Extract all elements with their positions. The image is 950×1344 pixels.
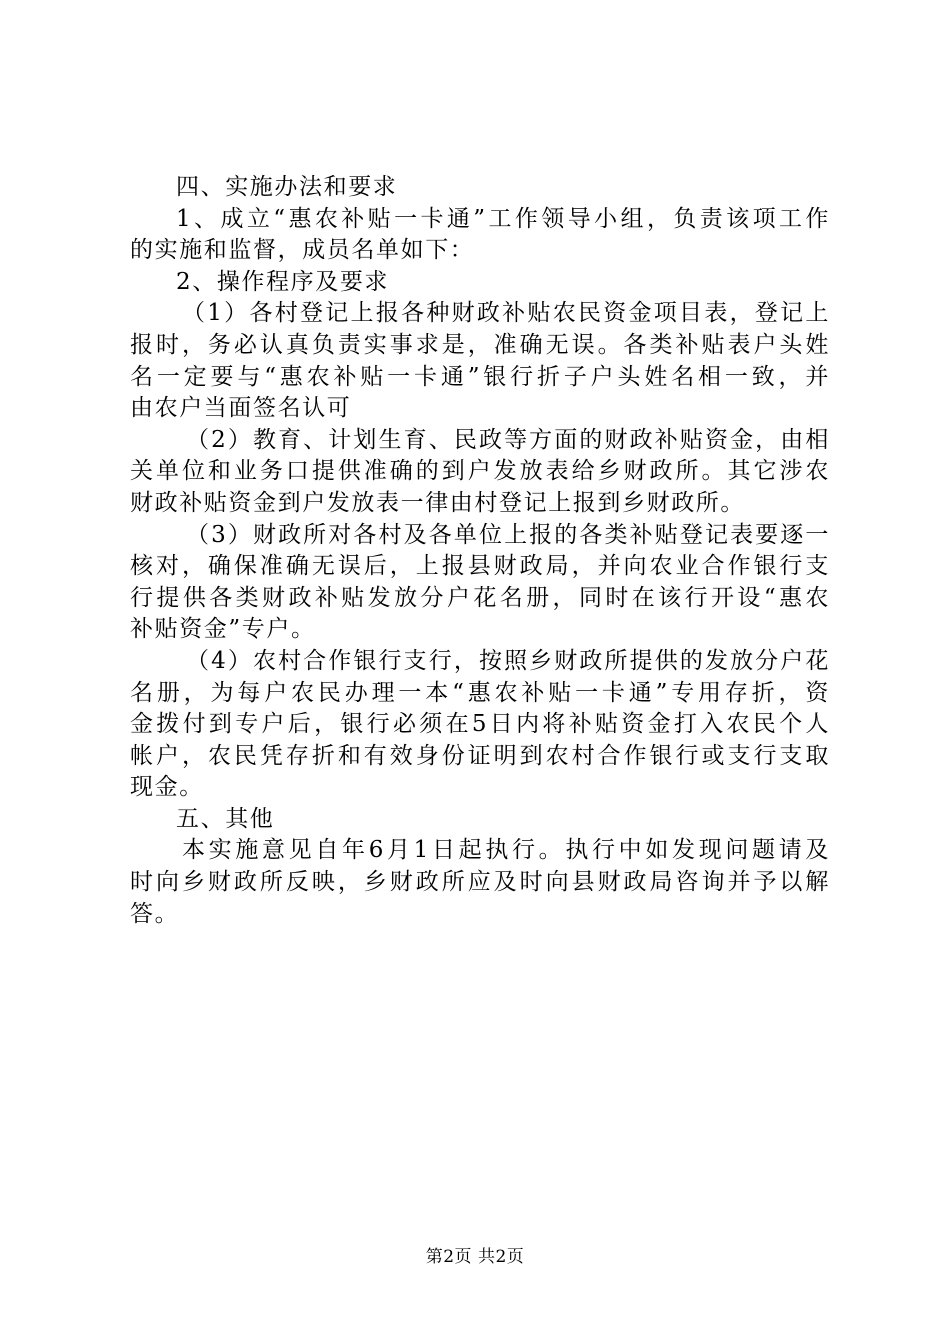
paragraph-line: 帐户，农民凭存折和有效身份证明到农村合作银行或支行支取 — [130, 742, 830, 769]
paragraph-line: 名一定要与“惠农补贴一卡通”银行折子户头姓名相一致，并 — [130, 363, 830, 390]
paragraph-line: 1、成立“惠农补贴一卡通”工作领导小组，负责该项工作 — [176, 205, 830, 232]
paragraph-line: 核对，确保准确无误后，上报县财政局，并向农业合作银行支 — [130, 553, 830, 580]
paragraph-line: （4）农村合作银行支行，按照乡财政所提供的发放分户花 — [186, 647, 830, 674]
paragraph-line: 补贴资金”专户。 — [130, 616, 316, 643]
paragraph-line: 财政补贴资金到户发放表一律由村登记上报到乡财政所。 — [130, 489, 745, 516]
document-body — [130, 172, 830, 930]
paragraph-line: 时向乡财政所反映，乡财政所应及时向县财政局咨询并予以解 — [130, 869, 830, 896]
page-number-footer: 第2页 共2页 — [425, 1247, 525, 1267]
paragraph-line: 本实施意见自年6月1日起执行。执行中如发现问题请及 — [182, 837, 830, 864]
subsection-heading-procedure: 2、操作程序及要求 — [176, 268, 390, 295]
paragraph-line: （2）教育、计划生育、民政等方面的财政补贴资金，由相 — [186, 426, 830, 453]
paragraph-line: 的实施和监督，成员名单如下： — [130, 237, 475, 264]
paragraph-line: 名册，为每户农民办理一本“惠农补贴一卡通”专用存折，资 — [130, 679, 830, 706]
paragraph-line: 由农户当面签名认可 — [130, 395, 352, 422]
paragraph-line: 行提供各类财政补贴发放分户花名册，同时在该行开设“惠农 — [130, 584, 830, 611]
paragraph-line: 金拨付到专户后，银行必须在5日内将补贴资金打入农民个人 — [130, 711, 830, 738]
paragraph-line: 现金。 — [130, 774, 204, 801]
section-heading-implementation: 四、实施办法和要求 — [176, 174, 398, 200]
paragraph-line: 关单位和业务口提供准确的到户发放表给乡财政所。其它涉农 — [130, 458, 830, 485]
paragraph-line: 报时，务必认真负责实事求是，准确无误。各类补贴表户头姓 — [130, 331, 830, 358]
paragraph-line: 答。 — [130, 900, 180, 927]
paragraph-line: （1）各村登记上报各种财政补贴农民资金项目表，登记上 — [182, 300, 830, 327]
paragraph-line: （3）财政所对各村及各单位上报的各类补贴登记表要逐一 — [186, 521, 830, 548]
section-heading-other: 五、其他 — [176, 805, 275, 832]
